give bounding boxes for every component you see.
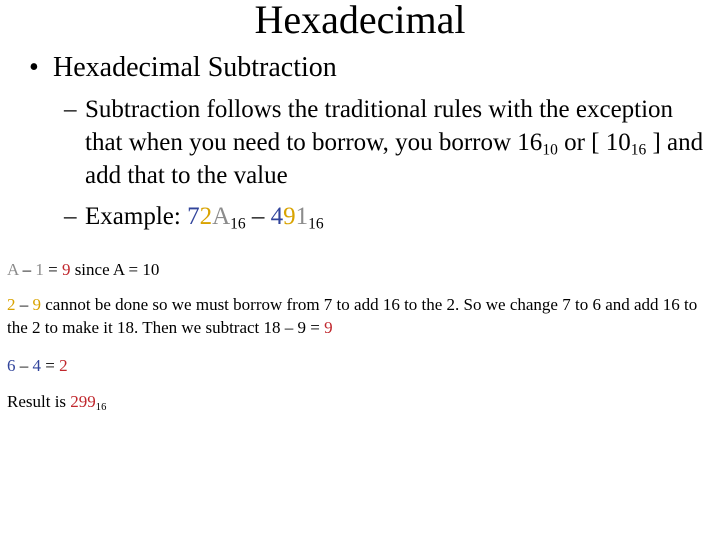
equals: = (43, 260, 62, 279)
subscript-base-16: 16 (630, 141, 647, 159)
operator: – (15, 295, 33, 314)
subscript-base-16: 16 (230, 215, 246, 233)
dash-marker: – (64, 203, 77, 230)
digit-2: 2 (199, 203, 213, 230)
operand-a: 6 (7, 356, 16, 375)
digit-7: 7 (187, 203, 200, 230)
operand-b: 1 (35, 260, 44, 279)
operand-b: 4 (32, 356, 41, 375)
rules-text-b: or [ 10 (557, 129, 631, 156)
step-sixteens-column (7, 293, 713, 339)
operator: – (15, 356, 33, 375)
result-base: 16 (95, 402, 107, 414)
digit-4: 4 (270, 203, 284, 230)
dash-marker: – (64, 96, 77, 123)
result-value: 299 (70, 392, 96, 411)
step-units-column (7, 258, 713, 281)
rules-text-c: ] and add that to the value (85, 129, 704, 189)
digit-9: 9 (283, 203, 296, 230)
result-digit: 9 (324, 318, 333, 337)
result-digit: 2 (59, 356, 68, 375)
bullet-marker: • (29, 52, 39, 83)
example-text (64, 200, 714, 233)
bullet-text: Hexadecimal Subtraction (53, 52, 337, 83)
sub-bullet-example (64, 200, 714, 233)
bullet-hex-subtraction (29, 52, 337, 84)
operand-b: 9 (32, 295, 41, 314)
result-label: Result is (7, 392, 71, 411)
sub-bullet-rules (64, 93, 714, 192)
operand-a: 2 (7, 295, 16, 314)
digit-a: A (212, 203, 231, 230)
explanation: cannot be done so we must borrow from 7 to add 16 to the 2. So we change 7 to 6 and add 16 to the 2 to make it 18. Then we subtract 18 – 9 = (7, 295, 698, 337)
explanation: since A = 10 (70, 260, 160, 279)
equals: = (41, 356, 60, 375)
slide-title: Hexadecimal (254, 0, 466, 42)
digit-1: 1 (295, 203, 309, 230)
example-prefix: Example: (85, 203, 188, 230)
rules-text-a: Subtraction follows the traditional rules with the exception that when you need to borrow, you borrow 16 (85, 96, 674, 156)
rules-text (64, 93, 714, 192)
result-digit: 9 (61, 260, 71, 279)
final-result (7, 390, 713, 413)
operator: – (18, 260, 36, 279)
subscript-base-10: 10 (542, 141, 558, 159)
step-256s-column (7, 354, 713, 377)
minus-sign: – (245, 203, 271, 230)
subscript-base-16: 16 (308, 215, 324, 233)
operand-a: A (7, 260, 19, 279)
